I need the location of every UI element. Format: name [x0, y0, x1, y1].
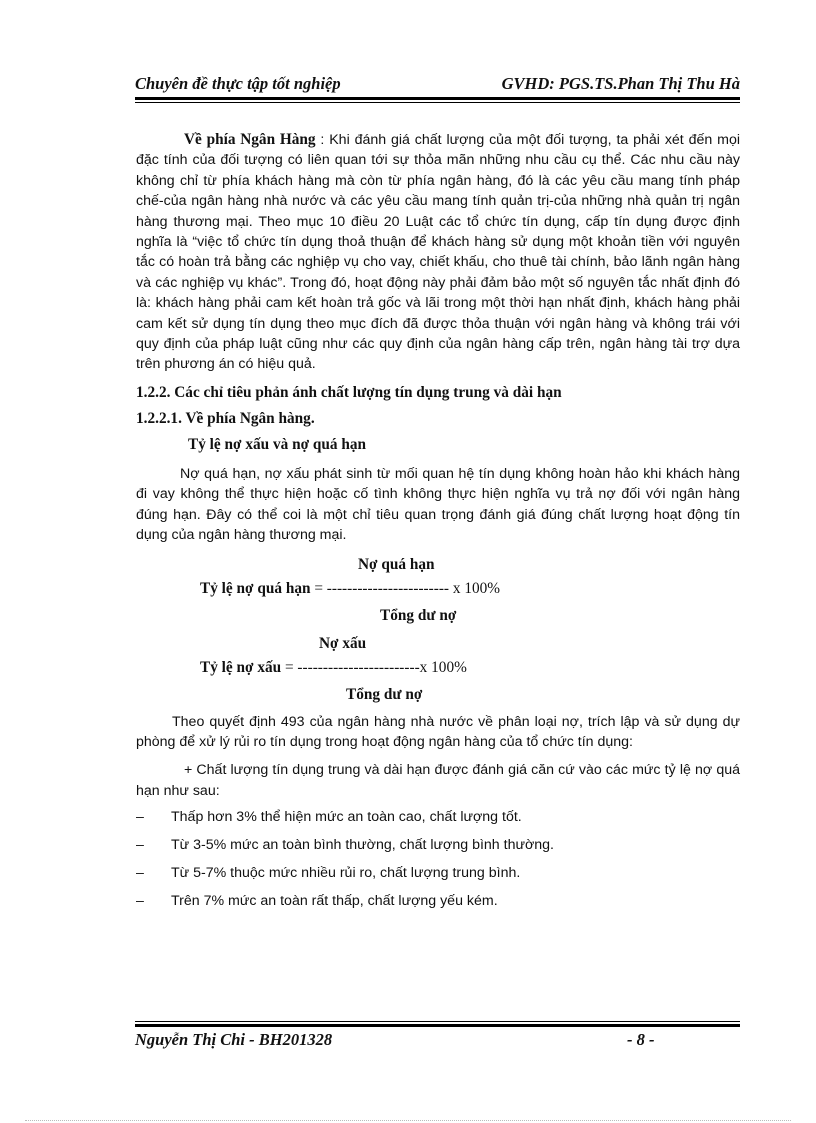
- formula1-line: [136, 580, 740, 598]
- formula2-label: Tỷ lệ nợ xấu: [200, 658, 282, 676]
- list-marker: –: [136, 837, 144, 854]
- intro-text: : Khi đánh giá chất lượng của một đối tượng, ta phải xét đến mọi đặc tính của đối tượng có liên quan tới sự thỏa mãn những nhu cầu cụ thể. Các nhu cầu này không chỉ từ phía khách hàng mà còn từ phía ngân hàng, đó là các yêu cầu mang tính pháp chế-của ngân hàng nhà nước và các yêu cầu mang tính quản trị-của những nhà quản trị ngân hàng thương mại. Theo mục 10 điều 20 Luật các tổ chức tín dụng, cấp tín dụng được định nghĩa là “việc tổ chức tín dụng thoả thuận để khách hàng sử dụng một khoản tiền với nguyên tắc có hoàn trả bằng các nghiệp vụ cho vay, chiết khấu, cho thuê tài chính, bảo lãnh ngân hàng và các nghiệp vụ khác”. Trong đó, hoạt động này phải đảm bảo một số nguyên tắc nhất định đó là: khách hàng phải cam kết hoàn trả gốc và lãi trong một thời hạn nhất định, khách hàng phải cam kết sử dụng tín dụng theo mục đích đã được thỏa thuận với ngân hàng và không trái với quy định của pháp luật cũng như các quy định của ngân hàng cấp trên, ngân hàng tài trợ dựa trên phương án có hiệu quả.: [136, 132, 741, 373]
- list-item: [136, 835, 740, 855]
- formula1-numerator: Nợ quá hạn: [358, 555, 435, 573]
- header-right: GVHD: PGS.TS.Phan Thị Thu Hà: [501, 74, 740, 93]
- footer-rule-thin: [135, 1021, 740, 1022]
- decision-paragraph: Theo quyết định 493 của ngân hàng nhà nước về phân loại nợ, trích lập và sử dụng dự phòng để xử lý rủi ro tín dụng trong hoạt động ngân hàng của tổ chức tín dụng:: [136, 713, 740, 750]
- subsection-heading: 1.2.2.1. Về phía Ngân hàng.: [136, 409, 315, 427]
- list-marker: –: [136, 865, 144, 882]
- footer-author: Nguyễn Thị Chi - BH201328: [135, 1030, 333, 1049]
- formula1-label: Tỷ lệ nợ quá hạn: [200, 579, 311, 597]
- risk-level-list: [136, 807, 740, 911]
- list-item: [136, 863, 740, 883]
- list-marker: –: [136, 809, 144, 826]
- list-item-text: Từ 3-5% mức an toàn bình thường, chất lượng bình thường.: [171, 837, 554, 854]
- assessment-paragraph: + Chất lượng tín dụng trung và dài hạn được đánh giá căn cứ vào các mức tỷ lệ nợ quá hạn như sau:: [136, 762, 740, 799]
- page-number: - 8 -: [627, 1030, 655, 1049]
- formula2-rest: = ------------------------x 100%: [281, 658, 467, 676]
- intro-paragraph: [136, 130, 740, 375]
- formula2-numerator: Nợ xấu: [319, 634, 367, 652]
- topic-heading: Tỷ lệ nợ xấu và nợ quá hạn: [188, 435, 367, 453]
- formula2-line: [136, 659, 740, 677]
- list-item-text: Trên 7% mức an toàn rất thấp, chất lượng yếu kém.: [171, 893, 498, 910]
- section-heading: 1.2.2. Các chỉ tiêu phản ánh chất lượng tín dụng trung và dài hạn: [136, 383, 562, 401]
- page-footer: [135, 1030, 740, 1050]
- list-marker: –: [136, 893, 144, 910]
- list-item: [136, 807, 740, 827]
- list-item-text: Từ 5-7% thuộc mức nhiều rủi ro, chất lượng trung bình.: [171, 865, 521, 882]
- page-header: [135, 74, 740, 94]
- list-item-text: Thấp hơn 3% thể hiện mức an toàn cao, chất lượng tốt.: [171, 809, 522, 826]
- footer-rule-thick: [135, 1024, 740, 1027]
- header-left: Chuyên đề thực tập tốt nghiệp: [135, 74, 341, 93]
- intro-bold: Về phía Ngân Hàng: [184, 131, 316, 148]
- overdue-paragraph: Nợ quá hạn, nợ xấu phát sinh từ mối quan hệ tín dụng không hoàn hảo khi khách hàng đi vay không thể thực hiện hoặc cố tình không thực hiện nghĩa vụ trả nợ đối với ngân hàng đúng hạn. Đây có thể coi là một chỉ tiêu quan trọng đánh giá đúng chất lượng hoạt động tín dụng của ngân hàng thương mại.: [136, 465, 740, 544]
- formula2-denominator: Tổng dư nợ: [346, 685, 423, 703]
- header-rule-thin: [135, 102, 740, 103]
- formula1-rest: = ------------------------ x 100%: [310, 579, 501, 597]
- page-bottom-divider: [25, 1120, 791, 1121]
- formula1-denominator: Tổng dư nợ: [380, 606, 457, 624]
- list-item: [136, 891, 740, 911]
- page-body: [136, 130, 740, 911]
- header-rule-thick: [135, 97, 740, 100]
